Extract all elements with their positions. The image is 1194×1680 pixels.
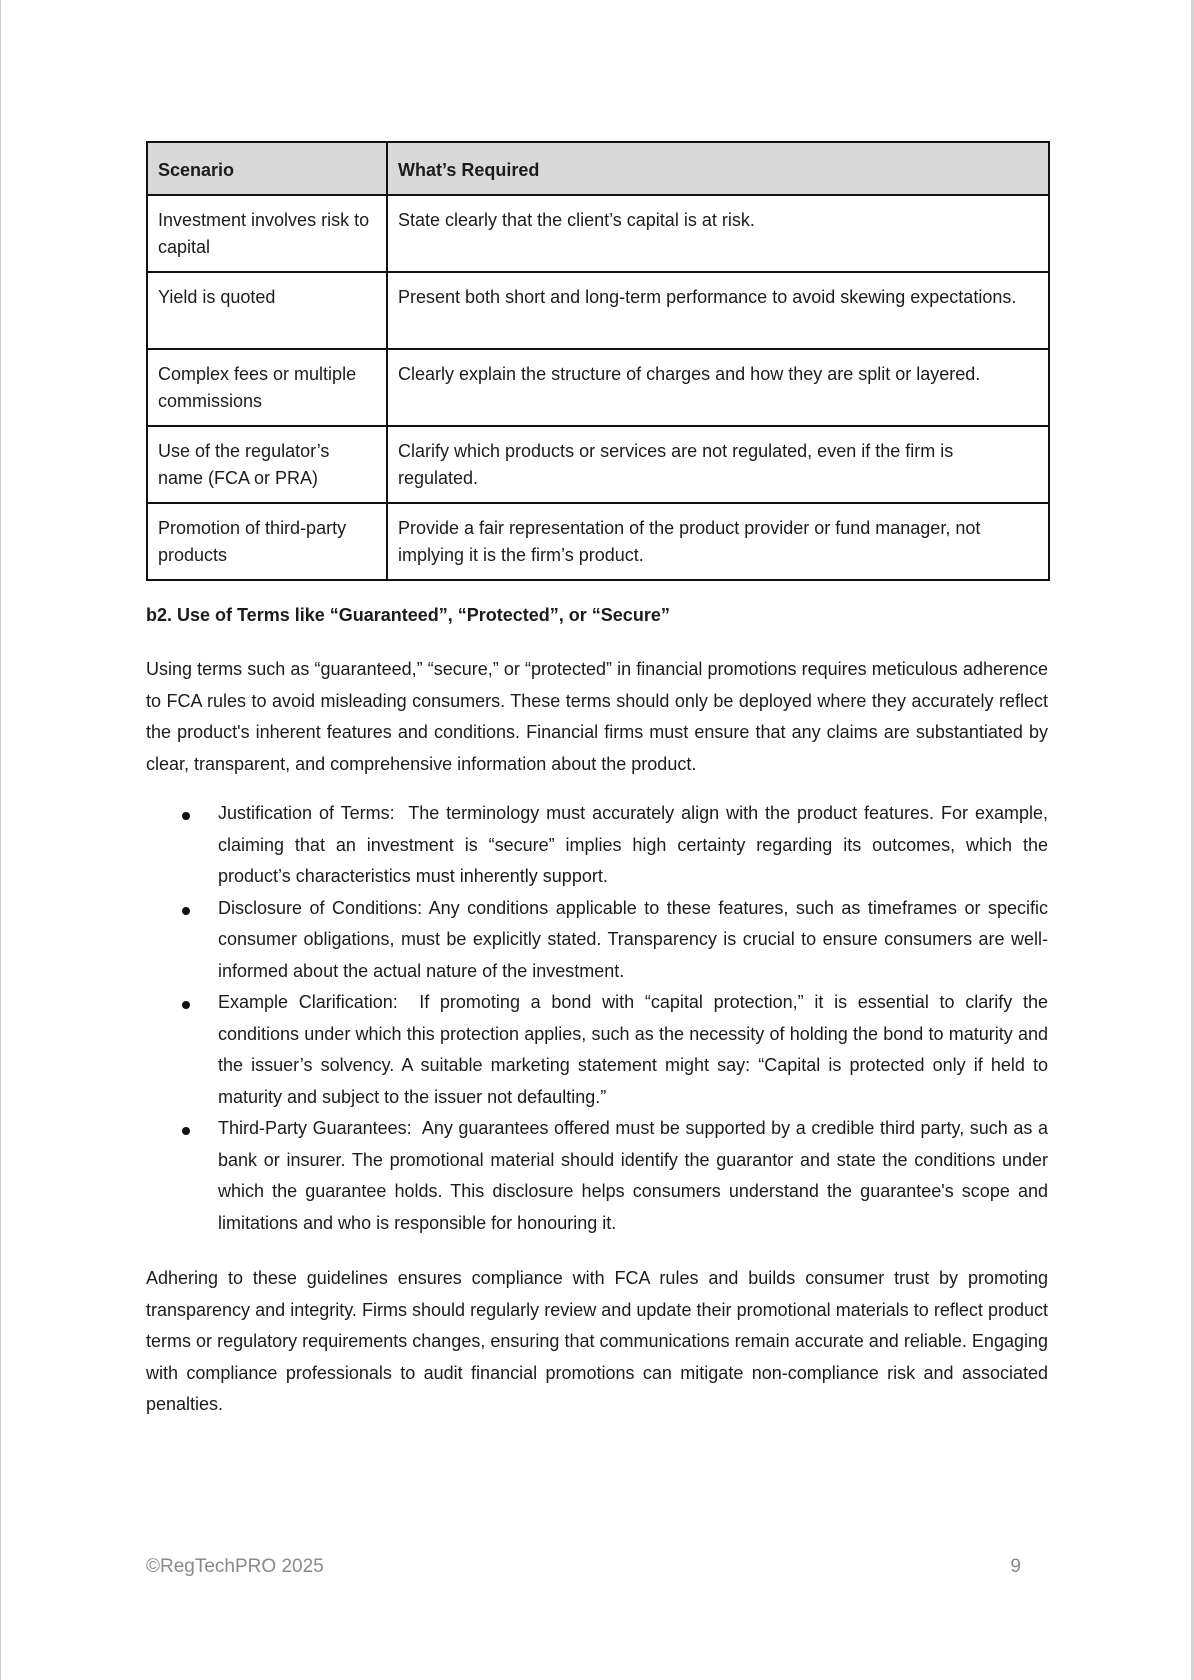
list-item — [146, 987, 1048, 1113]
list-item-text: Justification of Terms: The terminology must accurately align with the product features. For example, claiming that an investment is “secure” implies high certainty regarding its outcomes, which the product’s characteristics must inherently support. — [218, 803, 1048, 886]
bullet-icon — [182, 1127, 190, 1135]
table-cell-required: State clearly that the client’s capital is at risk. — [387, 195, 1049, 272]
list-item-text: Disclosure of Conditions: Any conditions applicable to these features, such as timeframes or specific consumer obligations, must be explicitly stated. Transparency is crucial to ensure consumers are well-informed about the actual nature of the investment. — [218, 897, 1048, 981]
table-cell-scenario: Investment involves risk to capital — [147, 195, 387, 272]
table-header-row — [147, 142, 1049, 195]
table-cell-required: Provide a fair representation of the product provider or fund manager, not implying it is the firm’s product. — [387, 503, 1049, 580]
requirements-table — [146, 141, 1050, 581]
table-row — [147, 195, 1049, 272]
page-content — [146, 141, 1048, 1421]
intro-paragraph: Using terms such as “guaranteed,” “secure,” or “protected” in financial promotions requires meticulous adherence to FCA rules to avoid misleading consumers. These terms should only be deployed where they accurately reflect the product's inherent features and conditions. Financial firms must ensure that any claims are substantiated by clear, transparent, and comprehensive information about the product. — [146, 659, 1048, 774]
table-row — [147, 426, 1049, 503]
copyright-text: ©RegTechPRO 2025 — [146, 1556, 324, 1577]
table-cell-required: Clearly explain the structure of charges and how they are split or layered. — [387, 349, 1049, 426]
table-cell-scenario: Use of the regulator’s name (FCA or PRA) — [147, 426, 387, 503]
closing-paragraph: Adhering to these guidelines ensures compliance with FCA rules and builds consumer trust by promoting transparency and integrity. Firms should regularly review and update their promotional materials to reflect product terms or regulatory requirements changes, ensuring that communications remain accurate and reliable. Engaging with compliance professionals to audit financial promotions can mitigate non-compliance risk and associated penalties. — [146, 1268, 1048, 1414]
table-header-required: What’s Required — [387, 142, 1049, 195]
table-header-scenario: Scenario — [147, 142, 387, 195]
page-edge — [0, 0, 1, 1680]
table-cell-scenario: Yield is quoted — [147, 272, 387, 349]
section-heading: b2. Use of Terms like “Guaranteed”, “Protected”, or “Secure” — [146, 605, 670, 625]
bullet-icon — [182, 812, 190, 820]
table-cell-scenario: Promotion of third-party products — [147, 503, 387, 580]
bullet-list — [146, 798, 1048, 1239]
list-item — [146, 893, 1048, 988]
table-row — [147, 349, 1049, 426]
list-item-text: Third-Party Guarantees: Any guarantees offered must be supported by a credible third party, such as a bank or insurer. The promotional material should identify the guarantor and state the conditions under which the guarantee holds. This disclosure helps consumers understand the guarantee's scope and limitations and who is responsible for honouring it. — [218, 1118, 1048, 1233]
bullet-icon — [182, 1001, 190, 1009]
table-cell-required: Present both short and long-term performance to avoid skewing expectations. — [387, 272, 1049, 349]
table-row — [147, 503, 1049, 580]
table-cell-scenario: Complex fees or multiple commissions — [147, 349, 387, 426]
list-item — [146, 798, 1048, 893]
list-item-text: Example Clarification: If promoting a bond with “capital protection,” it is essential to clarify the conditions under which this protection applies, such as the necessity of holding the bond to maturity and the issuer’s solvency. A suitable marketing statement might say: “Capital is protected only if held to maturity and subject to the issuer not defaulting.” — [218, 992, 1048, 1107]
page-number: 9 — [1010, 1556, 1021, 1577]
table-cell-required: Clarify which products or services are not regulated, even if the firm is regulated. — [387, 426, 1049, 503]
list-item — [146, 1113, 1048, 1239]
bullet-icon — [182, 907, 190, 915]
table-row — [147, 272, 1049, 349]
